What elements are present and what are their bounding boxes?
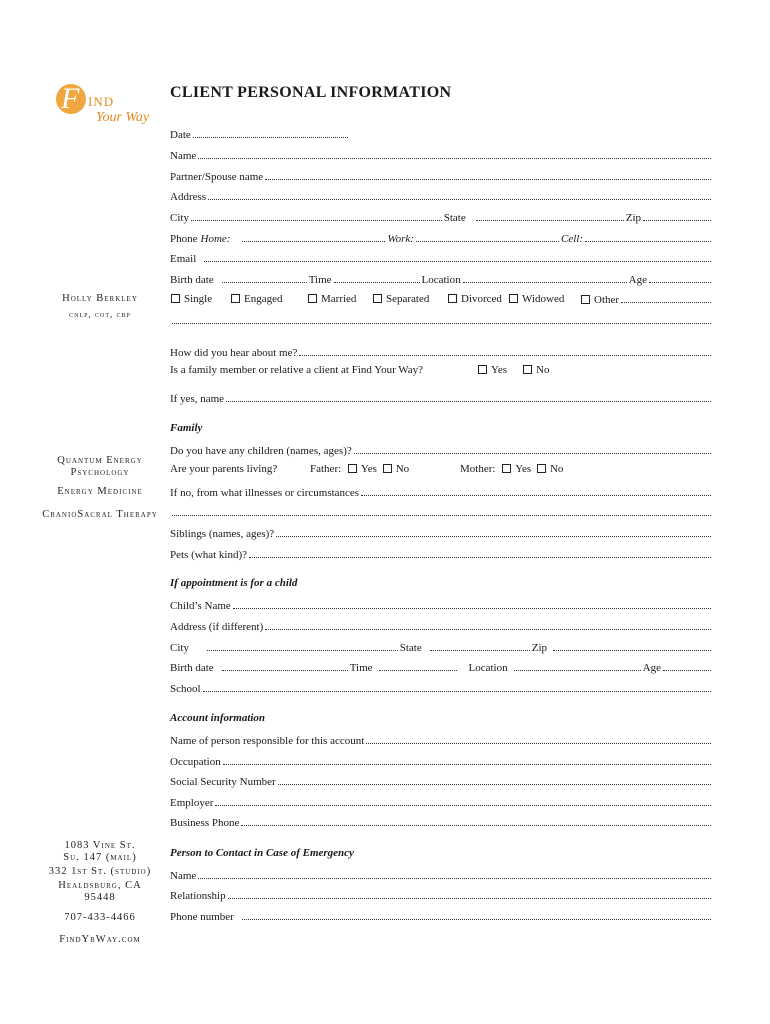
child-location-label: Location bbox=[468, 662, 508, 674]
checkbox[interactable] bbox=[231, 294, 240, 303]
children-label: Do you have any children (names, ages)? bbox=[170, 445, 352, 457]
business-phone-label: Business Phone bbox=[170, 817, 240, 829]
status-engaged[interactable] bbox=[230, 293, 282, 305]
occupation-field[interactable] bbox=[223, 763, 711, 765]
no-label: No bbox=[536, 364, 550, 376]
checkbox[interactable] bbox=[171, 294, 180, 303]
address-label: Address bbox=[170, 191, 207, 203]
address-line-5: 95448 bbox=[84, 892, 116, 903]
ssn-field[interactable] bbox=[278, 783, 711, 785]
if-no-extra-field[interactable] bbox=[172, 514, 711, 516]
zip-label: Zip bbox=[625, 212, 641, 224]
birth-time-field[interactable] bbox=[334, 281, 420, 283]
service-1: Quantum Energy Psychology bbox=[57, 455, 143, 478]
siblings-field[interactable] bbox=[276, 535, 711, 537]
cell-label: Cell: bbox=[561, 233, 584, 245]
family-heading: Family bbox=[170, 422, 203, 434]
service-2: Energy Medicine bbox=[57, 486, 143, 497]
home-label: Home: bbox=[200, 233, 231, 245]
employer-field[interactable] bbox=[215, 804, 711, 806]
occupation-row bbox=[170, 752, 713, 768]
employer-label: Employer bbox=[170, 797, 214, 809]
child-time-field[interactable] bbox=[379, 669, 457, 671]
phone-row bbox=[170, 229, 713, 245]
siblings-row bbox=[170, 524, 713, 540]
practitioner-name: Holly Berkley bbox=[62, 293, 138, 304]
checkbox[interactable] bbox=[373, 294, 382, 303]
status-engaged-label: Engaged bbox=[244, 293, 283, 305]
logo bbox=[56, 82, 156, 130]
emergency-phone-label: Phone number bbox=[170, 911, 234, 923]
checkbox[interactable] bbox=[308, 294, 317, 303]
status-married[interactable] bbox=[307, 293, 356, 305]
status-single-label: Single bbox=[184, 293, 213, 305]
status-extra-field[interactable] bbox=[172, 322, 711, 324]
status-other-label: Other bbox=[594, 294, 620, 306]
zip-field[interactable] bbox=[643, 219, 711, 221]
mother-yes-label: Yes bbox=[515, 463, 532, 475]
status-widowed[interactable] bbox=[508, 293, 564, 305]
ssn-row bbox=[170, 772, 713, 788]
child-time-label: Time bbox=[349, 662, 373, 674]
child-state-label: State bbox=[399, 642, 422, 654]
father-group bbox=[310, 463, 409, 475]
city-field[interactable] bbox=[191, 219, 442, 221]
child-address-label: Address (if different) bbox=[170, 621, 264, 633]
date-label: Date bbox=[170, 129, 191, 141]
mother-group bbox=[460, 463, 563, 475]
status-married-label: Married bbox=[321, 293, 357, 305]
child-age-field[interactable] bbox=[663, 669, 711, 671]
city-row bbox=[170, 208, 713, 224]
child-birth-field[interactable] bbox=[222, 669, 348, 671]
checkbox[interactable] bbox=[509, 294, 518, 303]
father-label: Father: bbox=[310, 463, 342, 475]
parents-question: Are your parents living? bbox=[170, 463, 278, 475]
service-3: CranioSacral Therapy bbox=[42, 509, 158, 520]
location-label: Location bbox=[421, 274, 461, 286]
child-name-row bbox=[170, 596, 713, 612]
child-heading: If appointment is for a child bbox=[170, 577, 298, 589]
responsible-field[interactable] bbox=[366, 742, 711, 744]
status-single[interactable] bbox=[170, 293, 212, 305]
siblings-label: Siblings (names, ages)? bbox=[170, 528, 275, 540]
father-yes-label: Yes bbox=[360, 463, 377, 475]
address-line-3: 332 1st St. (studio) bbox=[48, 866, 152, 877]
birth-row bbox=[170, 270, 713, 286]
email-label: Email bbox=[170, 253, 197, 265]
child-age-label: Age bbox=[642, 662, 661, 674]
checkbox[interactable] bbox=[448, 294, 457, 303]
school-field[interactable] bbox=[203, 690, 711, 692]
partner-label: Partner/Spouse name bbox=[170, 171, 264, 183]
child-address-field[interactable] bbox=[265, 628, 711, 630]
child-zip-label: Zip bbox=[531, 642, 547, 654]
family-client-question: Is a family member or relative a client at Find Your Way? bbox=[170, 364, 424, 376]
child-city-row bbox=[170, 638, 713, 654]
mother-no-label: No bbox=[549, 463, 564, 475]
children-row bbox=[170, 441, 713, 457]
address-line-4: Healdsburg, CA bbox=[58, 880, 142, 891]
date-row bbox=[170, 125, 713, 141]
if-yes-label: If yes, name bbox=[170, 393, 225, 405]
child-name-field[interactable] bbox=[233, 607, 711, 609]
checkbox[interactable] bbox=[478, 365, 487, 374]
state-field[interactable] bbox=[476, 219, 624, 221]
name-field[interactable] bbox=[198, 157, 711, 159]
child-location-field[interactable] bbox=[514, 669, 641, 671]
address-line-2: Su. 147 (mail) bbox=[63, 852, 137, 863]
father-yes-checkbox[interactable] bbox=[348, 464, 357, 473]
birth-date-field[interactable] bbox=[222, 281, 307, 283]
hear-label: How did you hear about me? bbox=[170, 347, 298, 359]
if-yes-row bbox=[170, 389, 713, 405]
emergency-phone-field[interactable] bbox=[242, 918, 711, 920]
children-field[interactable] bbox=[354, 452, 711, 454]
status-separated-label: Separated bbox=[386, 293, 430, 305]
pets-row bbox=[170, 545, 713, 561]
checkbox[interactable] bbox=[581, 295, 590, 304]
if-no-label: If no, from what illnesses or circumstances bbox=[170, 487, 360, 499]
city-label: City bbox=[170, 212, 189, 224]
father-no-checkbox[interactable] bbox=[383, 464, 392, 473]
child-name-label: Child’s Name bbox=[170, 600, 231, 612]
school-label: School bbox=[170, 683, 201, 695]
birth-label: Birth date bbox=[170, 274, 214, 286]
pets-label: Pets (what kind)? bbox=[170, 549, 247, 561]
family-client-yes[interactable] bbox=[477, 364, 507, 376]
checkbox[interactable] bbox=[523, 365, 532, 374]
emergency-name-row bbox=[170, 866, 713, 882]
logo-tagline: Your Way bbox=[96, 110, 150, 125]
name-row bbox=[170, 146, 713, 162]
email-field[interactable] bbox=[204, 260, 711, 262]
school-row bbox=[170, 679, 713, 695]
yes-label: Yes bbox=[491, 364, 508, 376]
relationship-row bbox=[170, 886, 713, 902]
father-no-label: No bbox=[395, 463, 410, 475]
responsible-row bbox=[170, 731, 713, 747]
birth-location-field[interactable] bbox=[463, 281, 627, 283]
if-no-field[interactable] bbox=[361, 494, 711, 496]
work-label: Work: bbox=[387, 233, 414, 245]
logo-word: IND bbox=[88, 94, 115, 109]
relationship-label: Relationship bbox=[170, 890, 226, 902]
status-divorced[interactable] bbox=[447, 293, 502, 305]
if-yes-field[interactable] bbox=[226, 400, 711, 402]
status-other-option[interactable] bbox=[580, 294, 619, 306]
emergency-phone-row bbox=[170, 907, 713, 923]
status-divorced-label: Divorced bbox=[461, 293, 502, 305]
account-heading: Account information bbox=[170, 712, 266, 724]
status-other-field[interactable] bbox=[621, 301, 711, 303]
child-birth-label: Birth date bbox=[170, 662, 214, 674]
if-no-extra-row bbox=[170, 503, 713, 519]
practitioner-credentials: cnlp, cot, cbp bbox=[69, 309, 131, 319]
status-other bbox=[580, 290, 713, 306]
employer-row bbox=[170, 793, 713, 809]
website: FindYrWay.com bbox=[59, 934, 141, 945]
time-label: Time bbox=[308, 274, 332, 286]
responsible-label: Name of person responsible for this account bbox=[170, 735, 365, 747]
status-widowed-label: Widowed bbox=[522, 293, 565, 305]
pets-field[interactable] bbox=[249, 556, 711, 558]
family-client-no[interactable] bbox=[522, 364, 549, 376]
date-field[interactable] bbox=[193, 136, 348, 138]
child-state-field[interactable] bbox=[430, 649, 530, 651]
relationship-field[interactable] bbox=[228, 897, 711, 899]
mother-yes-checkbox[interactable] bbox=[502, 464, 511, 473]
contact-phone: 707-433-4466 bbox=[64, 912, 136, 923]
emergency-name-label: Name bbox=[170, 870, 197, 882]
state-label: State bbox=[443, 212, 466, 224]
business-phone-field[interactable] bbox=[241, 824, 711, 826]
hear-field[interactable] bbox=[299, 354, 711, 356]
cell-phone-field[interactable] bbox=[585, 240, 711, 242]
address-line-1: 1083 Vine St. bbox=[64, 840, 136, 851]
if-no-row bbox=[170, 483, 713, 499]
partner-row bbox=[170, 167, 713, 183]
status-separated[interactable] bbox=[372, 293, 429, 305]
emergency-name-field[interactable] bbox=[198, 877, 711, 879]
mother-no-checkbox[interactable] bbox=[537, 464, 546, 473]
address-row bbox=[170, 187, 713, 203]
age-field[interactable] bbox=[649, 281, 711, 283]
hear-row bbox=[170, 343, 713, 359]
child-city-label: City bbox=[170, 642, 189, 654]
partner-field[interactable] bbox=[265, 178, 711, 180]
child-address-row bbox=[170, 617, 713, 633]
child-city-field[interactable] bbox=[207, 649, 398, 651]
page-title: CLIENT PERSONAL INFORMATION bbox=[170, 84, 452, 101]
logo-letter: F bbox=[61, 82, 80, 115]
business-phone-row bbox=[170, 813, 713, 829]
child-birth-row bbox=[170, 658, 713, 674]
home-phone-field[interactable] bbox=[242, 240, 385, 242]
ssn-label: Social Security Number bbox=[170, 776, 276, 788]
email-row bbox=[170, 249, 713, 265]
address-field[interactable] bbox=[208, 198, 711, 200]
name-label: Name bbox=[170, 150, 197, 162]
work-phone-field[interactable] bbox=[416, 240, 559, 242]
phone-label: Phone bbox=[170, 233, 198, 245]
status-extra-row bbox=[170, 311, 713, 327]
emergency-heading: Person to Contact in Case of Emergency bbox=[170, 847, 354, 859]
age-label: Age bbox=[628, 274, 647, 286]
occupation-label: Occupation bbox=[170, 756, 221, 768]
child-zip-field[interactable] bbox=[553, 649, 711, 651]
mother-label: Mother: bbox=[460, 463, 496, 475]
